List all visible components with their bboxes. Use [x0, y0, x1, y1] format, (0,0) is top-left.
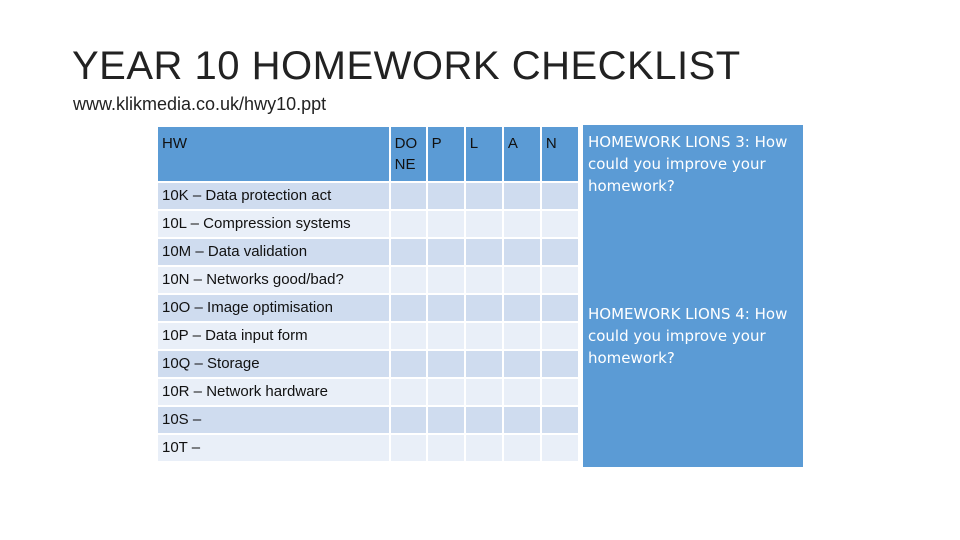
homework-task-label: 10K – Data protection act — [157, 182, 390, 210]
checkbox-cell-n[interactable] — [541, 266, 579, 294]
checkbox-cell-done[interactable] — [390, 294, 427, 322]
checkbox-cell-a[interactable] — [503, 322, 541, 350]
checkbox-cell-done[interactable] — [390, 406, 427, 434]
checkbox-cell-l[interactable] — [465, 210, 503, 238]
table-row — [157, 182, 579, 210]
table-row — [157, 238, 579, 266]
checkbox-cell-a[interactable] — [503, 266, 541, 294]
checkbox-cell-n[interactable] — [541, 378, 579, 406]
table-row — [157, 322, 579, 350]
checkbox-cell-n[interactable] — [541, 434, 579, 462]
table-row — [157, 378, 579, 406]
table-row — [157, 266, 579, 294]
checkbox-cell-n[interactable] — [541, 210, 579, 238]
checkbox-cell-l[interactable] — [465, 322, 503, 350]
header-n: N — [541, 126, 579, 182]
checkbox-cell-p[interactable] — [427, 350, 465, 378]
homework-task-label: 10T – — [157, 434, 390, 462]
homework-task-label: 10L – Compression systems — [157, 210, 390, 238]
homework-lions-panel — [583, 125, 803, 467]
checkbox-cell-done[interactable] — [390, 238, 427, 266]
table-row — [157, 350, 579, 378]
checkbox-cell-l[interactable] — [465, 434, 503, 462]
checkbox-cell-p[interactable] — [427, 182, 465, 210]
checkbox-cell-n[interactable] — [541, 294, 579, 322]
checkbox-cell-p[interactable] — [427, 378, 465, 406]
header-done: DONE — [390, 126, 427, 182]
checkbox-cell-p[interactable] — [427, 322, 465, 350]
checkbox-cell-a[interactable] — [503, 182, 541, 210]
homework-task-label: 10M – Data validation — [157, 238, 390, 266]
checkbox-cell-l[interactable] — [465, 406, 503, 434]
checkbox-cell-a[interactable] — [503, 350, 541, 378]
homework-task-label: 10S – — [157, 406, 390, 434]
checkbox-cell-p[interactable] — [427, 294, 465, 322]
checkbox-cell-a[interactable] — [503, 238, 541, 266]
checkbox-cell-done[interactable] — [390, 322, 427, 350]
table-row — [157, 210, 579, 238]
checkbox-cell-n[interactable] — [541, 406, 579, 434]
checkbox-cell-p[interactable] — [427, 434, 465, 462]
checkbox-cell-n[interactable] — [541, 182, 579, 210]
checkbox-cell-done[interactable] — [390, 266, 427, 294]
checkbox-cell-l[interactable] — [465, 266, 503, 294]
checkbox-cell-a[interactable] — [503, 434, 541, 462]
checkbox-cell-l[interactable] — [465, 182, 503, 210]
header-p: P — [427, 126, 465, 182]
checkbox-cell-a[interactable] — [503, 406, 541, 434]
checkbox-cell-a[interactable] — [503, 378, 541, 406]
source-url: www.klikmedia.co.uk/hwy10.ppt — [73, 94, 327, 114]
checkbox-cell-done[interactable] — [390, 210, 427, 238]
checkbox-cell-n[interactable] — [541, 238, 579, 266]
checkbox-cell-n[interactable] — [541, 350, 579, 378]
header-hw: HW — [157, 126, 390, 182]
header-a: A — [503, 126, 541, 182]
lions-question-3: HOMEWORK LIONS 3: How could you improve your homework? — [588, 133, 788, 195]
lions-question-4: HOMEWORK LIONS 4: How could you improve your homework? — [588, 305, 788, 367]
checkbox-cell-l[interactable] — [465, 294, 503, 322]
checkbox-cell-p[interactable] — [427, 266, 465, 294]
checkbox-cell-done[interactable] — [390, 182, 427, 210]
homework-task-label: 10P – Data input form — [157, 322, 390, 350]
checkbox-cell-l[interactable] — [465, 378, 503, 406]
homework-task-label: 10N – Networks good/bad? — [157, 266, 390, 294]
checkbox-cell-done[interactable] — [390, 350, 427, 378]
page-title: YEAR 10 HOMEWORK CHECKLIST — [72, 44, 741, 88]
table-row — [157, 406, 579, 434]
checkbox-cell-l[interactable] — [465, 350, 503, 378]
checkbox-cell-done[interactable] — [390, 378, 427, 406]
table-row — [157, 434, 579, 462]
table-header-row — [157, 126, 579, 182]
homework-task-label: 10Q – Storage — [157, 350, 390, 378]
homework-task-label: 10R – Network hardware — [157, 378, 390, 406]
homework-checklist-table — [156, 125, 580, 463]
homework-task-label: 10O – Image optimisation — [157, 294, 390, 322]
checkbox-cell-p[interactable] — [427, 238, 465, 266]
checkbox-cell-n[interactable] — [541, 322, 579, 350]
checkbox-cell-l[interactable] — [465, 238, 503, 266]
table-row — [157, 294, 579, 322]
checkbox-cell-a[interactable] — [503, 210, 541, 238]
checkbox-cell-p[interactable] — [427, 406, 465, 434]
checkbox-cell-done[interactable] — [390, 434, 427, 462]
checkbox-cell-p[interactable] — [427, 210, 465, 238]
checkbox-cell-a[interactable] — [503, 294, 541, 322]
header-l: L — [465, 126, 503, 182]
